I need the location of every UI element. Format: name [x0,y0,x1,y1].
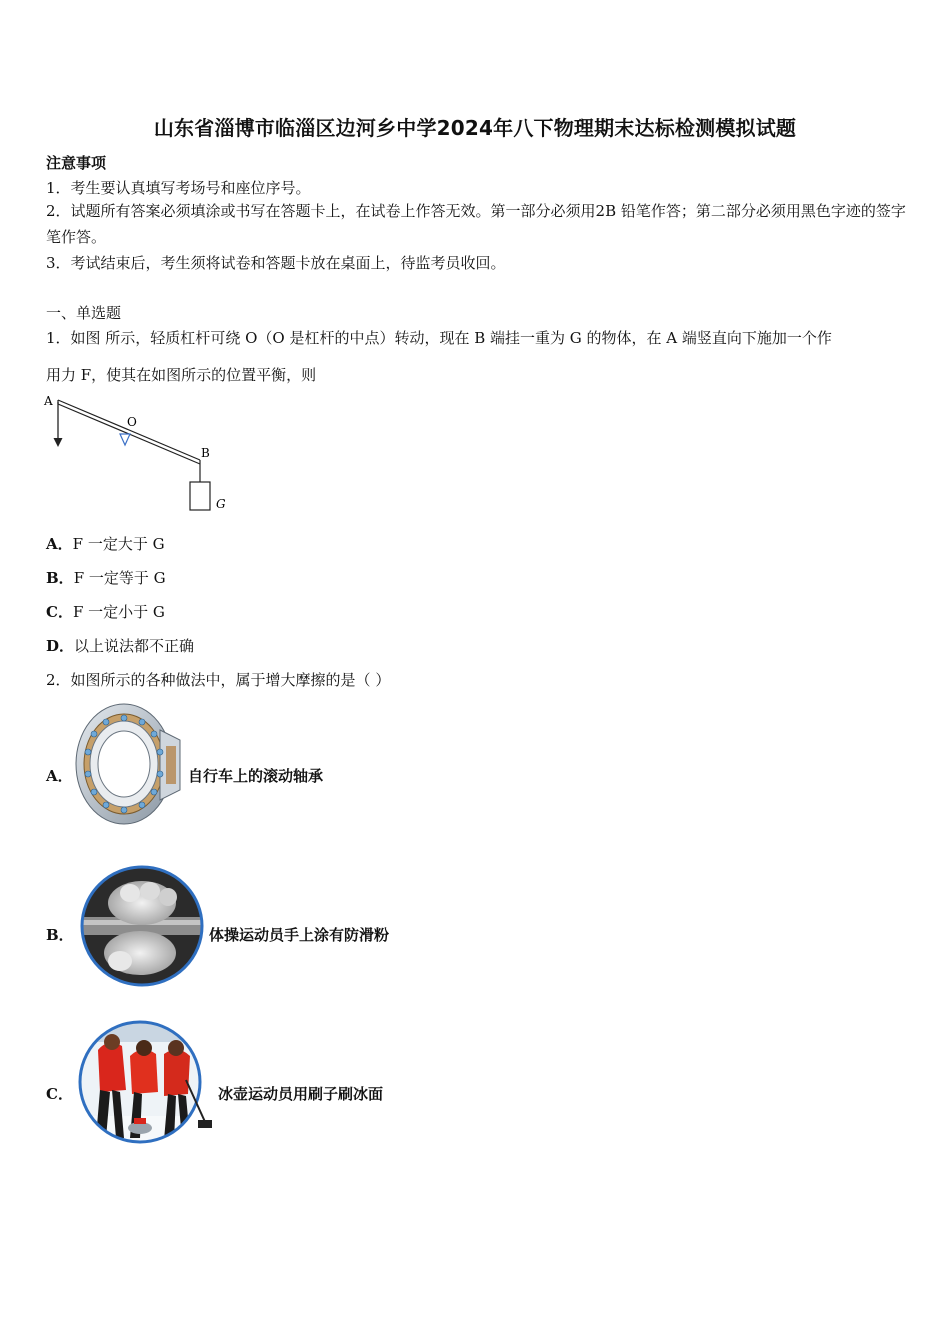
label-b: B [201,446,210,460]
q1-stem-line2: 用力 F，使其在如图所示的位置平衡，则 [46,366,317,384]
q1-option-b[interactable] [46,567,166,588]
lever-figure [40,390,240,520]
option-text: F 一定大于 G [72,535,165,553]
q1-stem-line1: 1．如图 所示，轻质杠杆可绕 O（O 是杠杆的中点）转动，现在 B 端挂一重为 G 的物体，在 A 端竖直向下施加一个作 [46,329,832,347]
q1-option-c[interactable] [46,601,165,622]
notice-item-1: 1．考生要认真填写考场号和座位序号。 [46,179,311,197]
q2-option-a-caption: 自行车上的滚动轴承 [188,767,324,785]
q1-option-a[interactable] [46,533,165,554]
option-letter: A． [46,535,73,553]
notice-item-3: 3．考试结束后，考生须将试卷和答题卡放在桌面上，待监考员收回。 [46,254,506,272]
q1-option-d[interactable] [46,635,194,656]
q2-option-b-letter: B． [46,926,74,944]
option-text: 以上说法都不正确 [74,637,195,655]
option-text: F 一定小于 G [72,603,165,621]
option-letter: D． [46,637,75,655]
q2-option-c-letter: C． [46,1085,73,1103]
option-letter: C． [46,603,73,621]
label-a: A [44,394,53,408]
q2-stem: 2．如图所示的各种做法中，属于增大摩擦的是（ ） [46,671,391,689]
curling-sweepers-icon [78,1020,214,1144]
option-letter: B． [46,569,74,587]
fulcrum-icon [120,434,130,445]
section-heading: 一、单选题 [46,304,122,322]
roller-bearing-icon [72,700,182,828]
label-g: G [216,497,226,511]
q2-option-c-caption: 冰壶运动员用刷子刷冰面 [218,1085,384,1103]
q2-option-a-letter: A． [46,767,73,785]
label-o: O [127,415,137,429]
chalked-hands-icon [80,865,204,987]
q2-option-b-caption: 体操运动员手上涂有防滑粉 [209,926,390,944]
notice-item-2: 2．试题所有答案必须填涂或书写在答题卡上，在试卷上作答无效。第一部分必须用2B 铅笔作答；第二部分必须用黑色字迹的签字笔作答。 [46,202,906,246]
page-title: 山东省淄博市临淄区边河乡中学2024年八下物理期末达标检测模拟试题 [153,116,797,140]
option-text: F 一定等于 G [73,569,166,587]
notice-heading: 注意事项 [46,154,107,172]
weight-block [190,482,210,510]
